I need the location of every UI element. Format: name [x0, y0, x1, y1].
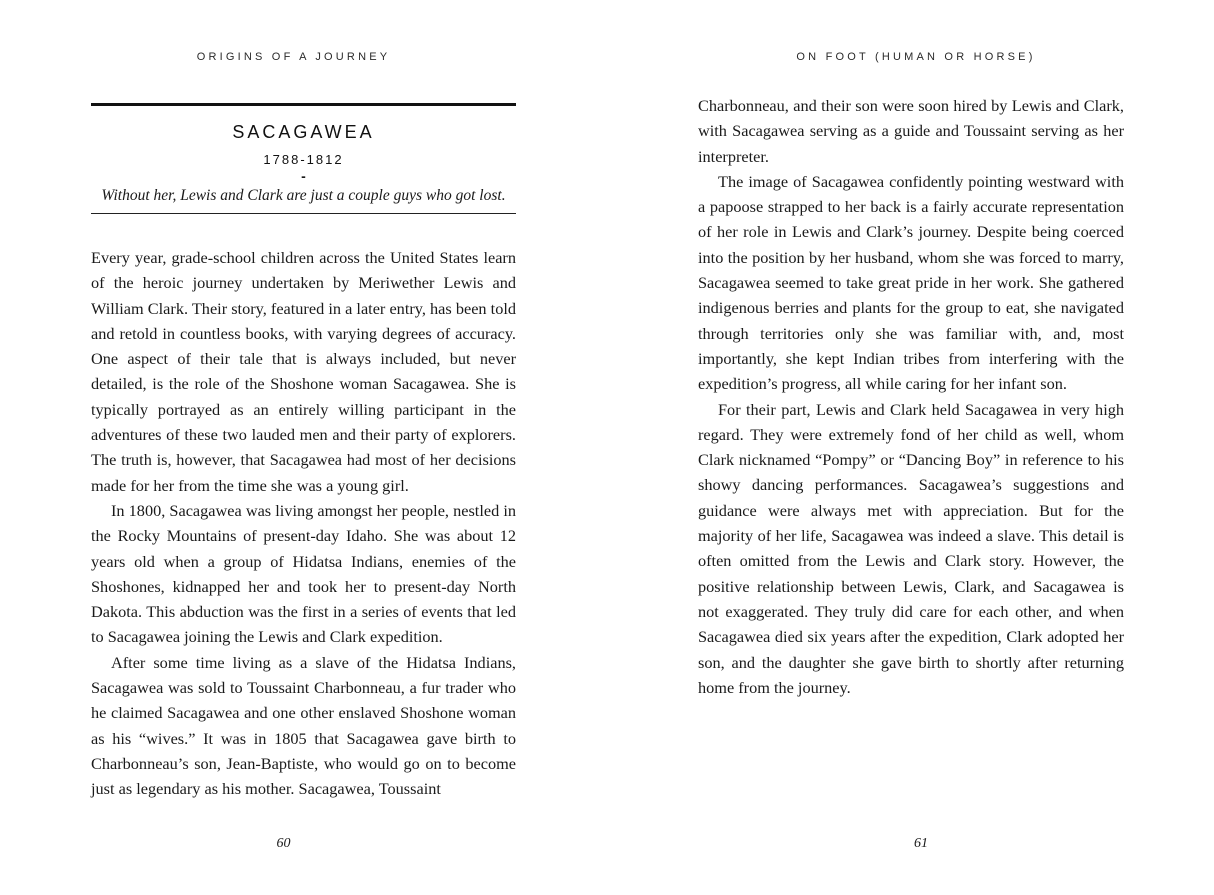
entry-title: SACAGAWEA: [232, 122, 375, 142]
running-head: ORIGINS OF A JOURNEY: [196, 51, 391, 63]
paragraph: Every year, grade-school children across the United States learn of the heroic journey undertaken by Meriwether Lewis and William Clark. Their story, featured in a later entry, has been told and retold in countless books, with varying degrees of accuracy. One aspect of their tale that is always included, but never detailed, is the role of the Shoshone woman Sacagawea. She is typically portrayed as an entirely willing participant in the adventures of these two lauded men and their party of explorers. The truth is, however, that Sacagawea had most of her decisions made for her from the time she was a young girl.: [91, 248, 516, 495]
paragraph: Charbonneau, and their son were soon hired by Lewis and Clark, with Sacagawea serving as a guide and Toussaint serving as her interpreter.: [698, 96, 1124, 166]
entry-tagline: Without her, Lewis and Clark are just a couple guys who got lost.: [91, 187, 516, 214]
left-page: [91, 0, 516, 895]
paragraph: After some time living as a slave of the Hidatsa Indians, Sacagawea was sold to Toussaint Charbonneau, a fur trader who he claimed Sacagawea and one other enslaved Shoshone woman as his “wives.” It was in 1805 that Sacagawea gave birth to Charbonneau’s son, Jean-Baptiste, who would go on to become just as legendary as his mother. Sacagawea, Toussaint: [91, 652, 516, 799]
right-page: [698, 0, 1124, 895]
paragraph: In 1800, Sacagawea was living amongst her people, nestled in the Rocky Mountains of present-day Idaho. She was about 12 years old when a group of Hidatsa Indians, enemies of the Shoshones, kidnapped her and took her to present-day North Dakota. This abduction was the first in a series of events that led to Sacagawea joining the Lewis and Clark expedition.: [91, 500, 516, 647]
title-separator: -: [301, 168, 306, 184]
entry-dates: 1788-1812: [263, 152, 344, 167]
page-number: 60: [276, 836, 291, 851]
page-number: 61: [914, 836, 928, 851]
running-head: ON FOOT (HUMAN OR HORSE): [796, 51, 1036, 63]
paragraph: The image of Sacagawea confidently pointing westward with a papoose strapped to her back is a fairly accurate representation of her role in Lewis and Clark’s journey. Despite being coerced into the position by her husband, whom she was forced to marry, Sacagawea seemed to take great pride in her work. She gathered indigenous berries and plants for the group to eat, she navigated through territories only she was familiar with, and, most importantly, she kept Indian tribes from interfering with the expedition’s progress, all while caring for her infant son.: [698, 171, 1124, 394]
paragraph: For their part, Lewis and Clark held Sacagawea in very high regard. They were extremely fond of her child as well, whom Clark nicknamed “Pompy” or “Dancing Boy” in reference to his showy dancing performances. Sacagawea’s suggestions and guidance were always met with appreciation. But for the majority of her life, Sacagawea was indeed a slave. This detail is often omitted from the Lewis and Clark story. However, the positive relationship between Lewis, Clark, and Sacagawea is not exaggerated. They truly did care for each other, and when Sacagawea died six years after the expedition, Clark adopted her son, and the daughter she gave birth to shortly after returning home from the journey.: [698, 399, 1124, 697]
body-text: [91, 245, 516, 802]
body-text: [698, 93, 1124, 700]
entry-header: [91, 103, 516, 214]
header-rule: [91, 103, 516, 106]
